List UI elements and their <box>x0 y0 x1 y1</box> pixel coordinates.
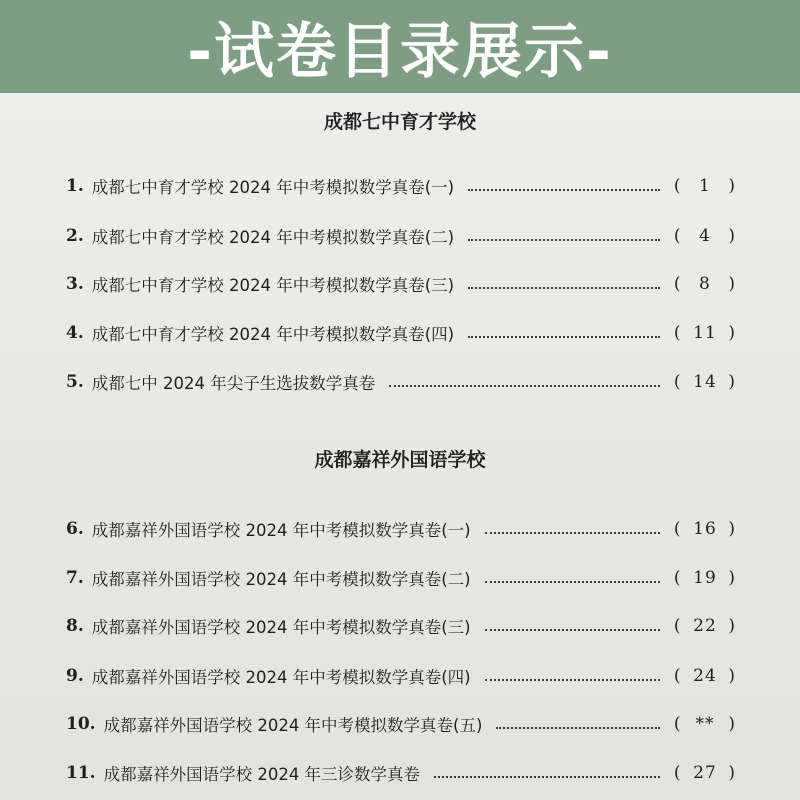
entry-page-number: 16 <box>693 519 717 539</box>
entry-title: 成都七中育才学校 2024 年中考模拟数学真卷(四) <box>91 325 455 344</box>
entry-number: 3. <box>66 274 84 294</box>
entry-title: 成都嘉祥外国语学校 2024 年中考模拟数学真卷(五) <box>103 716 483 735</box>
entry-page-number: 11 <box>693 323 717 343</box>
entry-title: 成都嘉祥外国语学校 2024 年中考模拟数学真卷(三) <box>91 618 471 637</box>
leader-dots <box>468 334 660 338</box>
entry-title: 成都嘉祥外国语学校 2024 年中考模拟数学真卷(四) <box>91 668 471 687</box>
entry-number: 2. <box>66 226 84 246</box>
toc-page <box>0 93 800 800</box>
entry-number: 4. <box>66 323 84 343</box>
toc-entry[interactable] <box>66 611 736 641</box>
entry-page: ( 11 ) <box>673 323 736 343</box>
entry-number: 9. <box>66 666 84 686</box>
entry-page-number: 8 <box>699 274 711 294</box>
entry-title: 成都七中育才学校 2024 年中考模拟数学真卷(一) <box>91 178 455 197</box>
section-title: 成都七中育才学校 <box>323 111 476 133</box>
header-banner <box>0 0 800 93</box>
entry-page-number: 4 <box>699 226 711 246</box>
entry-page: ( 24 ) <box>673 666 736 686</box>
entry-title: 成都七中 2024 年尖子生选拔数学真卷 <box>91 374 376 393</box>
entry-page: ( ** ) <box>673 714 736 734</box>
entry-page: ( 8 ) <box>673 274 736 294</box>
leader-dots <box>468 237 660 241</box>
leader-dots <box>496 725 659 729</box>
entry-title: 成都七中育才学校 2024 年中考模拟数学真卷(二) <box>91 228 455 247</box>
entry-page: ( 19 ) <box>673 568 736 588</box>
entry-page-number: 27 <box>693 763 717 783</box>
entry-title: 成都七中育才学校 2024 年中考模拟数学真卷(三) <box>91 276 455 295</box>
entry-number: 10. <box>66 714 96 734</box>
entry-page: ( 27 ) <box>673 763 736 783</box>
entry-number: 1. <box>66 176 84 196</box>
toc-entry[interactable] <box>66 221 736 251</box>
leader-dots <box>485 627 660 631</box>
entry-title: 成都嘉祥外国语学校 2024 年中考模拟数学真卷(一) <box>91 521 471 540</box>
entry-page-number: 19 <box>693 568 717 588</box>
entry-title: 成都嘉祥外国语学校 2024 年三诊数学真卷 <box>103 765 421 784</box>
leader-dots <box>468 285 660 289</box>
entry-page-number: 14 <box>693 372 717 392</box>
entry-number: 11. <box>66 763 96 783</box>
toc-entry[interactable] <box>66 709 736 739</box>
leader-dots <box>468 187 660 191</box>
entry-page-number: 22 <box>693 616 717 636</box>
entry-number: 6. <box>66 519 84 539</box>
leader-dots <box>485 579 660 583</box>
entry-number: 5. <box>66 372 84 392</box>
entry-page: ( 16 ) <box>673 519 736 539</box>
entry-title: 成都嘉祥外国语学校 2024 年中考模拟数学真卷(二) <box>91 570 471 589</box>
banner-title: -试卷目录展示- <box>187 16 613 87</box>
leader-dots <box>485 677 660 681</box>
entry-page: ( 14 ) <box>673 372 736 392</box>
toc-entry[interactable] <box>66 171 736 201</box>
leader-dots <box>389 383 660 387</box>
entry-number: 7. <box>66 568 84 588</box>
toc-entry[interactable] <box>66 367 736 397</box>
entry-page: ( 4 ) <box>673 226 736 246</box>
entry-page: ( 1 ) <box>673 176 736 196</box>
toc-entry[interactable] <box>66 514 736 544</box>
toc-entry[interactable] <box>66 563 736 593</box>
leader-dots <box>485 530 660 534</box>
toc-entry[interactable] <box>66 269 736 299</box>
entry-number: 8. <box>66 616 84 636</box>
entry-page-number: 24 <box>693 666 717 686</box>
toc-entry[interactable] <box>66 318 736 348</box>
section-title: 成都嘉祥外国语学校 <box>314 449 486 471</box>
toc-entry[interactable] <box>66 661 736 691</box>
entry-page-number: 1 <box>699 176 711 196</box>
leader-dots <box>434 774 660 778</box>
toc-entry[interactable] <box>66 758 736 788</box>
entry-page-number: ** <box>695 714 715 734</box>
entry-page: ( 22 ) <box>673 616 736 636</box>
